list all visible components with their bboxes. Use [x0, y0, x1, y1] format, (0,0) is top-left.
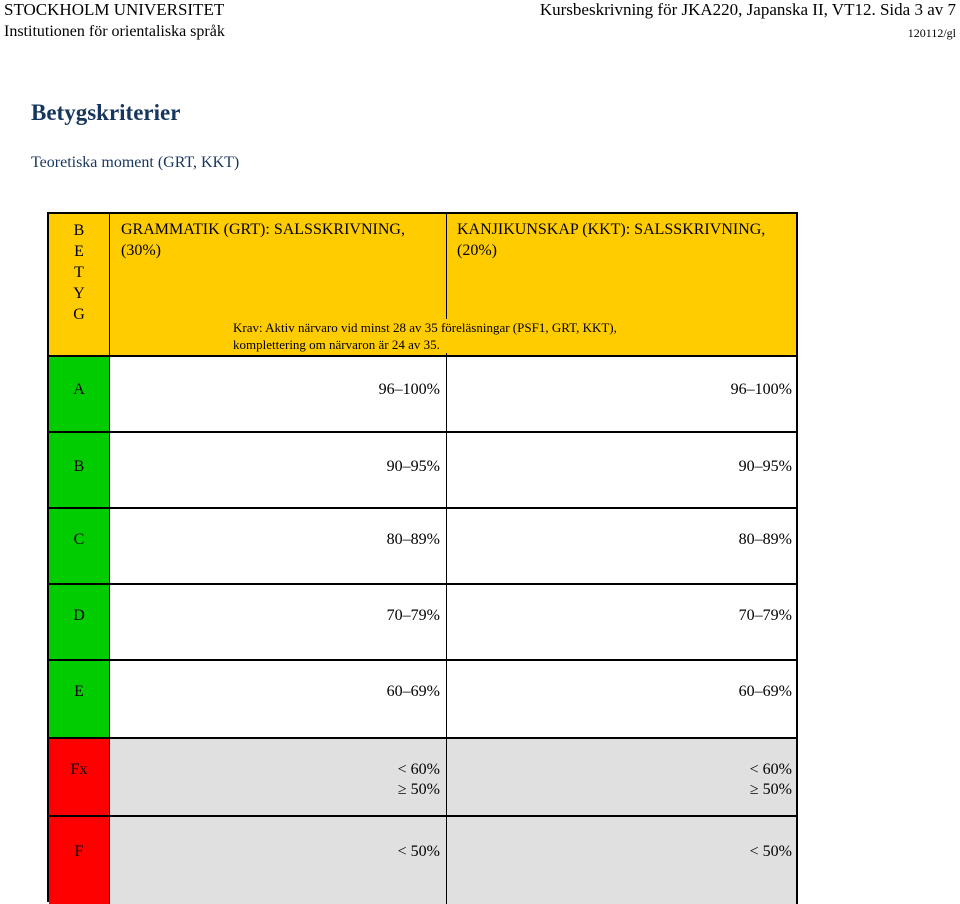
- grammatik-range: [398, 760, 440, 800]
- university-name: STOCKHOLM UNIVERSITET: [4, 0, 225, 19]
- grammatik-cell-b: [109, 431, 446, 509]
- kanji-title: KANJIKUNSKAP (KKT): SALSSKRIVNING,: [457, 221, 766, 238]
- betyg-letter: E: [74, 243, 84, 260]
- grade-cell-fx: [49, 737, 109, 817]
- section-subtitle: Teoretiska moment (GRT, KKT): [31, 154, 240, 171]
- grammatik-range: 90–95%: [386, 458, 440, 475]
- kanji-weight: (20%): [457, 242, 497, 259]
- kanji-cell-e: [446, 659, 798, 739]
- range-line: ≥ 50%: [749, 781, 792, 798]
- grammatik-title: GRAMMATIK (GRT): SALSSKRIVNING,: [121, 221, 405, 238]
- betyg-letter: G: [73, 306, 85, 323]
- kanji-cell-b: [446, 431, 798, 509]
- department-name: Institutionen för orientaliska språk: [4, 23, 225, 40]
- grammatik-range: 96–100%: [378, 381, 440, 398]
- range-line: < 60%: [397, 761, 440, 778]
- kanji-cell-d: [446, 583, 798, 661]
- grade-cell-f: [49, 815, 109, 904]
- requirement-line-1: Krav: Aktiv närvaro vid minst 28 av 35 föreläsningar (PSF1, GRT, KKT),: [233, 320, 617, 335]
- grammatik-cell-a: [109, 355, 446, 433]
- kanji-range: < 50%: [749, 843, 792, 860]
- betyg-letter: T: [74, 264, 84, 281]
- grade-cell-e: [49, 659, 109, 739]
- grammatik-cell-c: [109, 507, 446, 585]
- betyg-letter: B: [73, 222, 85, 239]
- grammatik-range: < 50%: [397, 843, 440, 860]
- requirement-line-2: komplettering om närvaron är 24 av 35.: [233, 337, 440, 352]
- betyg-header-cell: [49, 214, 109, 357]
- grammatik-range: 80–89%: [386, 531, 440, 548]
- grade-label: E: [74, 683, 84, 700]
- grammatik-cell-d: [109, 583, 446, 661]
- grade-label: Fx: [70, 761, 88, 778]
- grade-cell-c: [49, 507, 109, 585]
- grade-cell-b: [49, 431, 109, 509]
- range-line: < 60%: [749, 761, 792, 778]
- kanji-range: 70–79%: [738, 607, 792, 624]
- grammatik-range: 60–69%: [386, 683, 440, 700]
- document-code: 120112/gl: [907, 26, 956, 40]
- range-line: ≥ 50%: [397, 781, 440, 798]
- section-title: Betygskriterier: [31, 100, 181, 125]
- kanji-range: [750, 760, 792, 800]
- kanji-cell-c: [446, 507, 798, 585]
- betyg-letter: Y: [73, 285, 85, 302]
- kanji-cell-fx: [446, 737, 798, 817]
- kanji-range: 80–89%: [738, 531, 792, 548]
- grade-cell-d: [49, 583, 109, 661]
- grading-table: [47, 212, 798, 902]
- grammatik-range: 70–79%: [386, 607, 440, 624]
- requirement-text: [233, 319, 617, 353]
- grade-label: D: [73, 607, 85, 624]
- grammatik-cell-e: [109, 659, 446, 739]
- grammatik-cell-fx: [109, 737, 446, 817]
- grade-label: A: [73, 381, 85, 398]
- grade-label: F: [74, 843, 84, 860]
- grade-label: B: [73, 458, 85, 475]
- kanji-range: 90–95%: [738, 458, 792, 475]
- kanji-cell-a: [446, 355, 798, 433]
- course-title: Kursbeskrivning för JKA220, Japanska II, VT12. Sida 3 av 7: [539, 0, 956, 19]
- kanji-range: 96–100%: [730, 381, 792, 398]
- grammatik-cell-f: [109, 815, 446, 904]
- kanji-range: 60–69%: [738, 683, 792, 700]
- grammatik-weight: (30%): [121, 242, 161, 259]
- grade-cell-a: [49, 355, 109, 433]
- grade-label: C: [73, 531, 85, 548]
- kanji-cell-f: [446, 815, 798, 904]
